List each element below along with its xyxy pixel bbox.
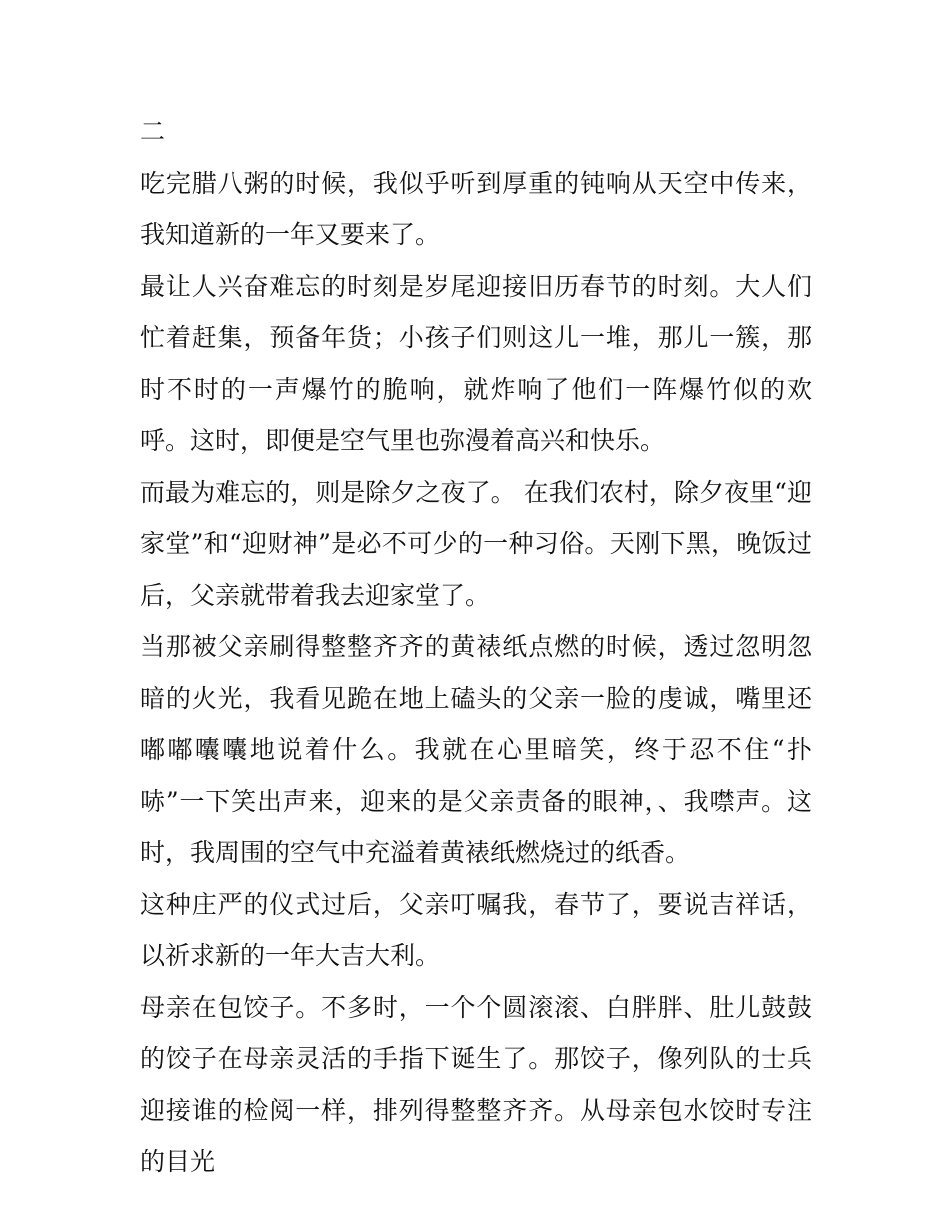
section-number: 二 xyxy=(140,117,166,146)
paragraph: 当那被父亲刷得整整齐齐的黄裱纸点燃的时候，透过忽明忽暗的火光，我看见跪在地上磕头的父亲一脸的虔诚，嘴里还嘟嘟囔囔地说着什么。我就在心里暗笑，终于忍不住“扑哧”一下笑出声来，迎来的是父亲责备的眼神，、我噤声。这时，我周围的空气中充溢着黄裱纸燃烧过的纸香。 xyxy=(140,632,812,867)
document-body xyxy=(140,106,812,1188)
paragraph: 这种庄严的仪式过后，父亲叮嘱我，春节了，要说吉祥话，以祈求新的一年大吉大利。 xyxy=(140,889,812,970)
paragraph: 最让人兴奋难忘的时刻是岁尾迎接旧历春节的时刻。大人们忙着赶集，预备年货；小孩子们则这儿一堆，那儿一簇，那时不时的一声爆竹的脆响，就炸响了他们一阵爆竹似的欢呼。这时，即便是空气里也弥漫着高兴和快乐。 xyxy=(140,271,812,455)
paragraph: 吃完腊八粥的时候，我似乎听到厚重的钝响从天空中传来，我知道新的一年又要来了。 xyxy=(140,168,812,249)
paragraph: 而最为难忘的，则是除夕之夜了。 在我们农村，除夕夜里“迎家堂”和“迎财神”是必不可少的一种习俗。天刚下黑，晚饭过后，父亲就带着我去迎家堂了。 xyxy=(140,477,812,610)
paragraph: 母亲在包饺子。不多时，一个个圆滚滚、白胖胖、肚儿鼓鼓的饺子在母亲灵活的手指下诞生了。那饺子，像列队的士兵迎接谁的检阅一样，排列得整整齐齐。从母亲包水饺时专注的目光 xyxy=(140,992,812,1176)
